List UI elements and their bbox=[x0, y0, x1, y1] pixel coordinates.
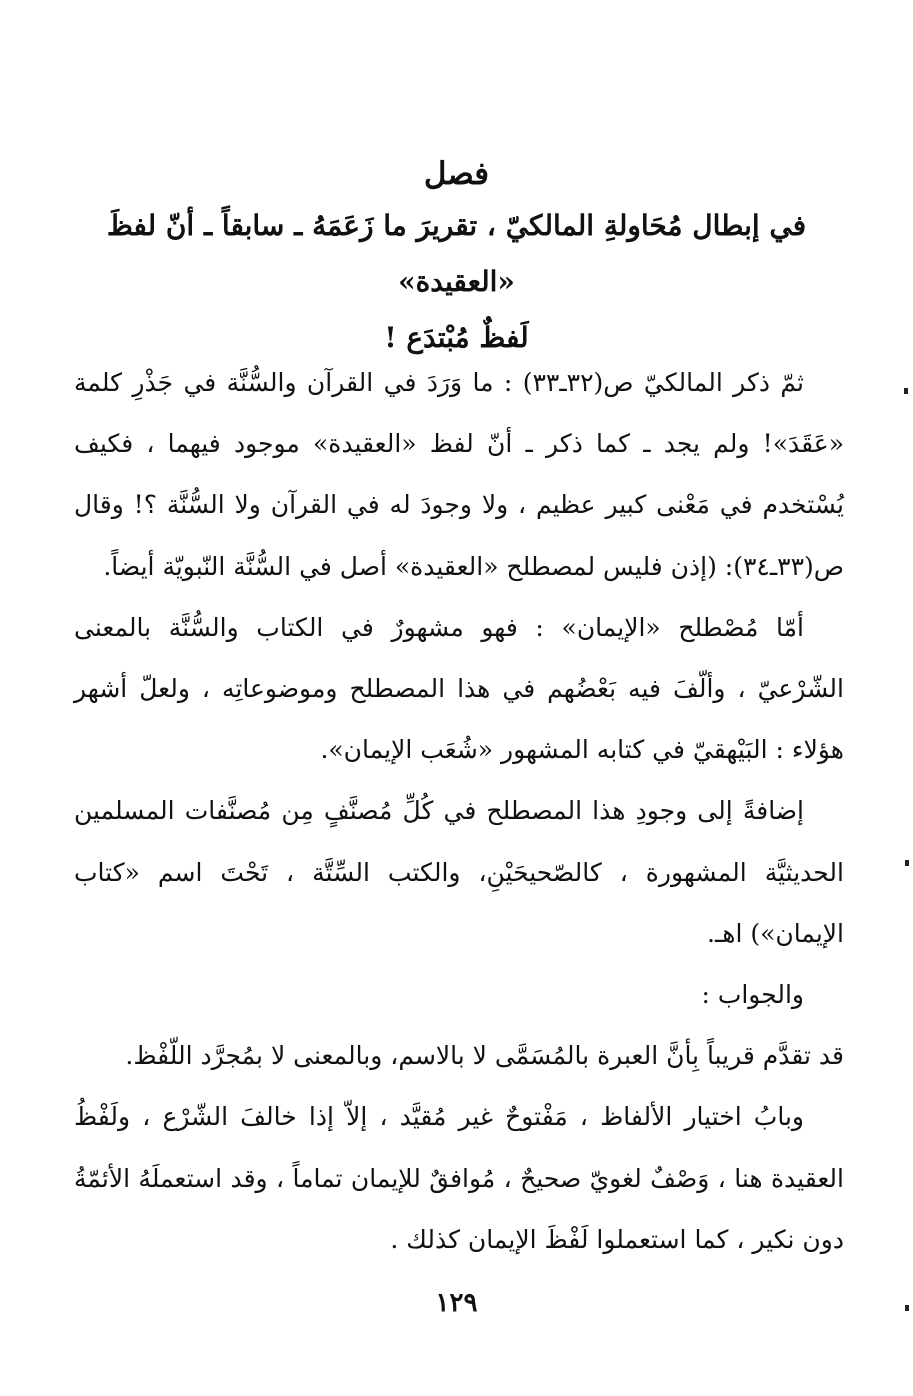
paragraph: ثمّ ذكر المالكيّ ص(٣٢ـ٣٣) : ما وَرَدَ في القرآن والسُّنَّة في جَذْرِ كلمة «عَقَدَ»! ولم يجد ـ كما ذكر ـ أنّ لفظ «العقيدة» موجود فيهما ، فكيف يُسْتخدم في مَعْنى كبير عظيم ، ولا وجودَ له في القرآن ولا السُّنَّة ؟! وقال ص(٣٣ـ٣٤): (إذن فليس لمصطلح «العقيدة» أصل في السُّنَّة النّبويّة أيضاً. bbox=[74, 368, 844, 581]
margin-speck bbox=[904, 388, 908, 394]
paragraph: إضافةً إلى وجودِ هذا المصطلح في كُلِّ مُصنَّفٍ مِن مُصنَّفات المسلمين الحديثيَّة المشهورة ، كالصّحيحَيْنِ، والكتب السِّتَّة ، تَحْتَ اسم «كتاب الإيمان») اهـ. bbox=[74, 796, 844, 948]
chapter-title-line-2: لَفظٌ مُبْتدَع ! bbox=[384, 321, 529, 354]
section-label: فصل bbox=[423, 156, 490, 192]
paragraph: قد تقدَّم قريباً بِأنَّ العبرة بالمُسَمَّى لا بالاسم، وبالمعنى لا بمُجرَّد اللّفْظ. bbox=[125, 1041, 844, 1071]
paragraph: وبابُ اختيار الألفاظ ، مَفْتوحٌ غير مُقيَّد ، إلاّ إذا خالفَ الشّرْع ، ولَفْظُ العقيدة هنا ، وَصْفٌ لغويّ صحيحٌ ، مُوافقٌ للإيمان تماماً ، وقد استعملَهُ الأئمّةُ دون نكير ، كما استعملوا لَفْظَ الإيمان كذلك . bbox=[74, 1102, 844, 1254]
chapter-title-line-1: في إبطال مُحَاولةِ المالكيّ ، تقريرَ ما زَعَمَهُ ـ سابقاً ـ أنّ لفظَ «العقيدة» bbox=[106, 209, 807, 298]
margin-speck bbox=[905, 860, 909, 866]
answer-heading: والجواب : bbox=[701, 980, 804, 1010]
chapter-heading bbox=[60, 150, 853, 366]
body-text bbox=[74, 352, 844, 1270]
page-number: ١٢٩ bbox=[435, 1288, 478, 1318]
margin-speck bbox=[905, 1305, 909, 1311]
paragraph: أمّا مُصْطلح «الإيمان» : فهو مشهورٌ في الكتاب والسُّنَّة بالمعنى الشّرْعيّ ، وألّفَ فيه بَعْضُهم في هذا المصطلح وموضوعاتِه ، ولعلّ أشهر هؤلاء : البَيْهقيّ في كتابه المشهور «شُعَب الإيمان». bbox=[74, 612, 844, 765]
